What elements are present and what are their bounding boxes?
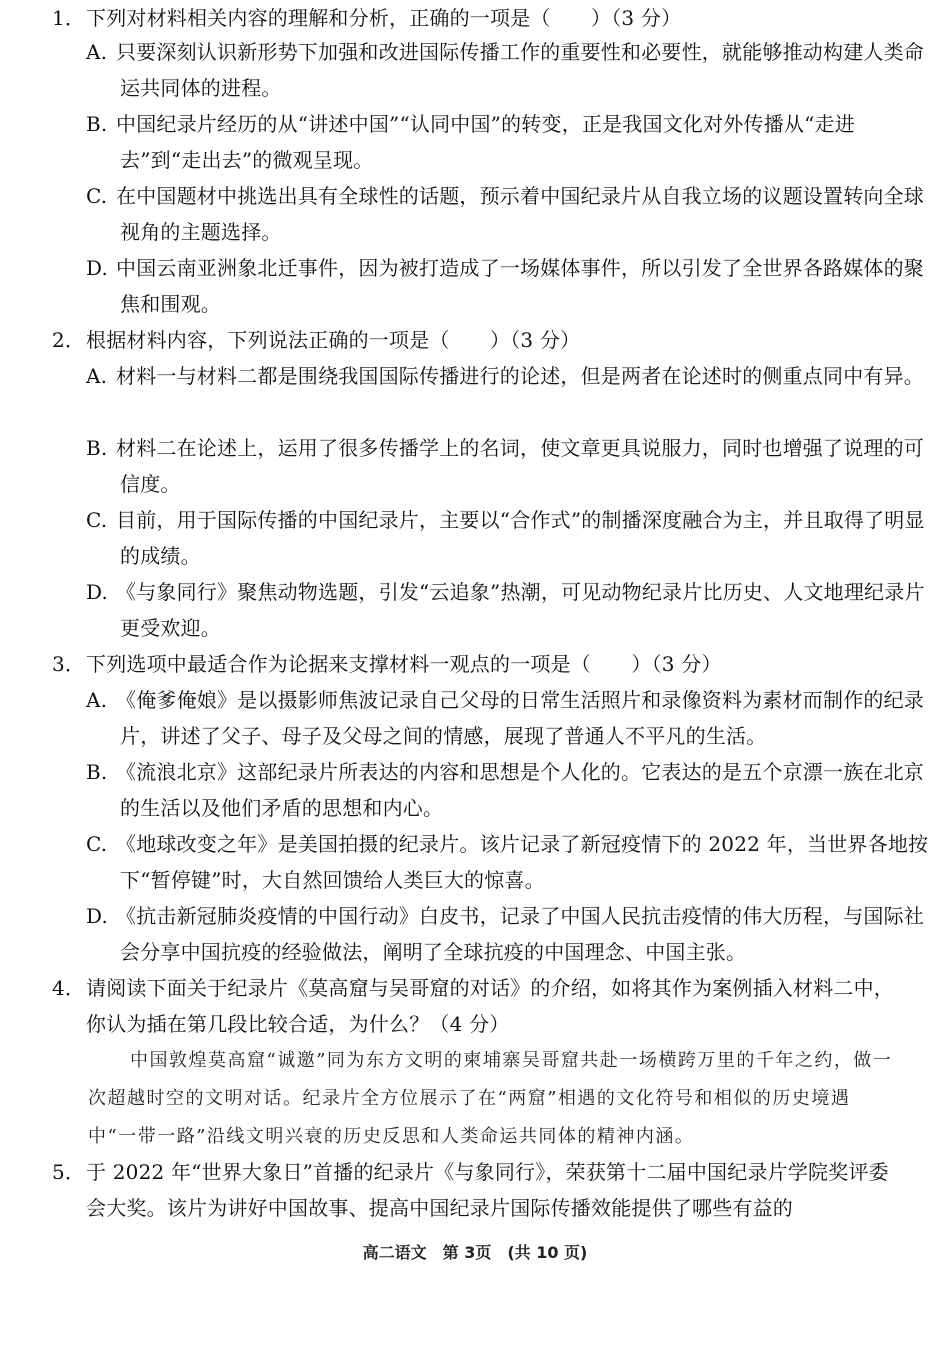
option-text: 中国纪录片经历的从“讲述中国”“认同中国”的转变，正是我国文化对外传播从“走进去”到“走出去”的微观呈现。 [116, 112, 855, 172]
page-footer: 高二语文 第 3页 (共 10 页) [362, 1243, 588, 1262]
option-text: 《俺爹俺娘》是以摄影师焦波记录自己父母的日常生活照片和录像资料为素材而制作的纪录片，讲述了父子、母子及父母之间的情感，展现了普通人不平凡的生活。 [116, 688, 924, 748]
option-text: 材料一与材料二都是围绕我国国际传播进行的论述，但是两者在论述时的侧重点同中有异。 [116, 364, 924, 388]
question-3-option-d [86, 898, 932, 970]
option-text: 《流浪北京》这部纪录片所表达的内容和思想是个人化的。它表达的是五个京漂一族在北京的生活以及他们矛盾的思想和内心。 [116, 760, 924, 820]
option-text: 目前，用于国际传播的中国纪录片，主要以“合作式”的制播深度融合为主，并且取得了明显的成绩。 [116, 508, 925, 568]
question-stem: 根据材料内容，下列说法正确的一项是（ ）（3 分） [86, 328, 581, 352]
question-2-option-a [86, 358, 932, 394]
question-3-option-b [86, 754, 932, 826]
option-key: B. [86, 436, 108, 460]
option-text: 《地球改变之年》是美国拍摄的纪录片。该片记录了新冠疫情下的 2022 年，当世界各地按下“暂停键”时，大自然回馈给人类巨大的惊喜。 [116, 832, 929, 892]
option-text: 在中国题材中挑选出具有全球性的话题，预示着中国纪录片从自我立场的议题设置转向全球视角的主题选择。 [116, 184, 924, 244]
question-2-option-d [86, 574, 932, 646]
question-2-option-c [86, 502, 932, 574]
question-4 [52, 970, 898, 1042]
question-stem: 请阅读下面关于纪录片《莫高窟与吴哥窟的对话》的介绍，如将其作为案例插入材料二中，你认为插在第几段比较合适，为什么？（4 分） [86, 976, 894, 1036]
question-number: 4． [52, 976, 86, 1000]
option-key: C. [86, 508, 108, 532]
question-1-option-a [86, 34, 932, 106]
quoted-passage: 中国敦煌莫高窟“诚邀”同为东方文明的柬埔寨吴哥窟共赴一场横跨万里的千年之约，做一次超越时空的文明对话。纪录片全方位展示了在“两窟”相遇的文化符号和相似的历史境遇中“一带一路”沿线文明兴衰的历史反思和人类命运共同体的精神内涵。 [88, 1050, 893, 1147]
question-2-option-b [86, 430, 932, 502]
option-key: C. [86, 184, 108, 208]
question-1-option-d [86, 250, 932, 322]
question-5 [52, 1154, 898, 1226]
option-text: 《抗击新冠肺炎疫情的中国行动》白皮书，记录了中国人民抗击疫情的伟大历程，与国际社会分享中国抗疫的经验做法，阐明了全球抗疫的中国理念、中国主张。 [116, 904, 924, 964]
question-stem: 下列选项中最适合作为论据来支撑材料一观点的一项是（ ）（3 分） [86, 652, 722, 676]
option-text: 中国云南亚洲象北迁事件，因为被打造成了一场媒体事件，所以引发了全世界各路媒体的聚焦和围观。 [116, 256, 924, 316]
question-2 [52, 322, 897, 358]
option-text: 只要深刻认识新形势下加强和改进国际传播工作的重要性和必要性，就能够推动构建人类命运共同体的进程。 [116, 40, 924, 100]
question-1 [52, 0, 897, 36]
question-3-option-c [86, 826, 932, 898]
option-text: 《与象同行》聚焦动物选题，引发“云追象”热潮，可见动物纪录片比历史、人文地理纪录片更受欢迎。 [116, 580, 925, 640]
option-key: B. [86, 760, 108, 784]
option-key: A. [86, 688, 108, 712]
option-key: A. [86, 364, 108, 388]
question-stem: 于 2022 年“世界大象日”首播的纪录片《与象同行》，荣获第十二届中国纪录片学院奖评委会大奖。该片为讲好中国故事、提高中国纪录片国际传播效能提供了哪些有益的 [86, 1160, 889, 1220]
question-number: 2． [52, 328, 86, 352]
option-key: A. [86, 40, 108, 64]
option-key: B. [86, 112, 108, 136]
question-number: 1． [52, 6, 86, 30]
question-number: 5． [52, 1160, 86, 1184]
option-key: D. [86, 256, 109, 280]
question-1-option-b [86, 106, 932, 178]
question-number: 3． [52, 652, 86, 676]
question-stem: 下列对材料相关内容的理解和分析，正确的一项是（ ）（3 分） [86, 6, 682, 30]
option-key: D. [86, 904, 109, 928]
question-3-option-a [86, 682, 932, 754]
question-3 [52, 646, 897, 682]
question-1-option-c [86, 178, 932, 250]
option-key: D. [86, 580, 109, 604]
option-key: C. [86, 832, 108, 856]
option-text: 材料二在论述上，运用了很多传播学上的名词，使文章更具说服力，同时也增强了说理的可信度。 [116, 436, 924, 496]
